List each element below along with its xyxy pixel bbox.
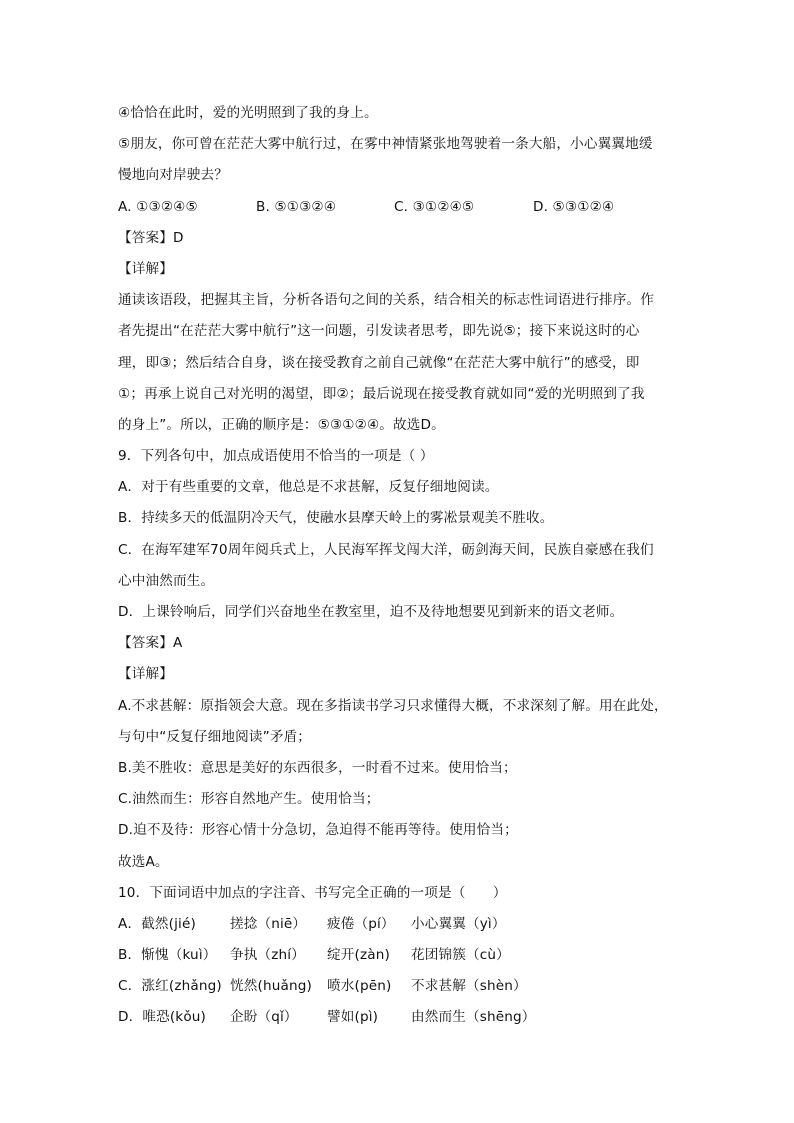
q10-option-row-b xyxy=(118,940,680,971)
q9-explain-line: B.美不胜收：意思是美好的东西很多，一时看不过来。使用恰当； xyxy=(118,759,517,776)
q9-explain-line: C.油然而生：形容自然地产生。使用恰当； xyxy=(118,791,380,808)
q9-option-d: D．上课铃响后，同学们兴奋地坐在教室里，迫不及待地想要见到新来的语文老师。 xyxy=(118,604,624,620)
q8-option-b: B. ⑤①③②④ xyxy=(256,198,337,215)
q10-cell: 花团锦簇（cù） xyxy=(411,947,510,964)
q8-explain-line: 理，即③；然后结合自身，谈在接受教育之前自己就像“在茫茫大雾中航行”的感受，即 xyxy=(118,354,640,371)
q9-explain-line: A.不求甚解：原指领会大意。现在多指读书学习只求懂得大概，不求深刻了解。用在此处， xyxy=(118,697,668,714)
q10-option-row-a xyxy=(118,909,680,940)
q9-explain-title: 【详解】 xyxy=(118,666,173,683)
q8-explain-line: ①；再承上说自己对光明的渴望，即②；最后说现在接受教育就如同“爱的光明照到了我 xyxy=(118,385,645,402)
q8-explain-line: 的身上”。所以，正确的顺序是：⑤③①②④。故选D。 xyxy=(118,416,445,433)
q9-answer: 【答案】A xyxy=(118,635,183,652)
sentence-5-line-2: 慢地向对岸驶去？ xyxy=(118,167,228,184)
q8-explain-line: 者先提出“在茫茫大雾中航行”这一问题，引发读者思考，即先说⑤；接下来说这时的心 xyxy=(118,323,640,340)
q10-cell: 企盼（qǐ） xyxy=(230,1009,298,1026)
q9-option-b: B．持续多天的低温阴冷天气，使融水县摩天岭上的雾凇景观美不胜收。 xyxy=(118,510,554,527)
q9-option-c-line-2: 心中油然而生。 xyxy=(118,572,215,589)
q10-cell: 喷水(pēn) xyxy=(327,978,392,995)
q8-answer: 【答案】D xyxy=(118,229,184,246)
q10-cell: 争执（zhí） xyxy=(230,947,305,964)
q8-options xyxy=(118,192,680,223)
q10-cell: 搓捻（niē） xyxy=(230,915,307,932)
q10-stem: 10．下面词语中加点的字注音、书写完全正确的一项是（ ） xyxy=(118,884,507,901)
q9-option-c-line-1: C．在海军建军70周年阅兵式上，人民海军挥戈闯大洋，砺剑海天间，民族自豪感在我们 xyxy=(118,541,654,558)
q10-cell: 恍然(huǎng) xyxy=(230,978,312,995)
sentence-5-line-1: ⑤朋友，你可曾在茫茫大雾中航行过，在雾中神情紧张地驾驶着一条大船，小心翼翼地缓 xyxy=(118,136,653,153)
q9-explain-line: 与句中“反复仔细地阅读”矛盾； xyxy=(118,728,312,745)
q8-explain-title: 【详解】 xyxy=(118,260,173,277)
q10-cell: 小心翼翼（yì） xyxy=(411,915,506,932)
q9-option-a: A．对于有些重要的文章，他总是不求甚解，反复仔细地阅读。 xyxy=(118,479,499,496)
q8-option-a: A. ①③②④⑤ xyxy=(118,198,198,215)
sentence-4: ④恰恰在此时，爱的光明照到了我的身上。 xyxy=(118,105,378,121)
q10-cell: 由然而生（shēng） xyxy=(411,1009,536,1026)
q9-explain-line: D.迫不及待：形容心情十分急切，急迫得不能再等待。使用恰当； xyxy=(118,822,518,839)
q10-option-row-d xyxy=(118,1002,680,1033)
q8-option-d: D. ⑤③①②④ xyxy=(533,198,615,215)
q10-cell: B．惭愧（kuì） xyxy=(118,947,217,964)
q10-cell: 绽开(zàn) xyxy=(327,947,390,964)
q8-explain-line: 通读该语段，把握其主旨，分析各语句之间的关系，结合相关的标志性词语进行排序。作 xyxy=(118,292,655,309)
q10-cell: D．唯恐(kǒu) xyxy=(118,1009,207,1026)
q9-stem: 9．下列各句中，加点成语使用不恰当的一项是（ ） xyxy=(118,448,434,465)
q10-cell: 譬如(pì) xyxy=(327,1009,379,1026)
q10-cell: 不求甚解（shèn） xyxy=(411,978,527,995)
q9-explain-line: 故选A。 xyxy=(118,853,169,870)
q10-option-row-c xyxy=(118,971,680,1002)
q8-option-c: C. ③①②④⑤ xyxy=(394,198,475,215)
document-content xyxy=(118,98,680,1034)
q10-cell: A．截然(jié) xyxy=(118,915,196,932)
q10-cell: 疲倦（pí） xyxy=(327,915,395,932)
q10-cell: C．涨红(zhǎng) xyxy=(118,978,222,995)
